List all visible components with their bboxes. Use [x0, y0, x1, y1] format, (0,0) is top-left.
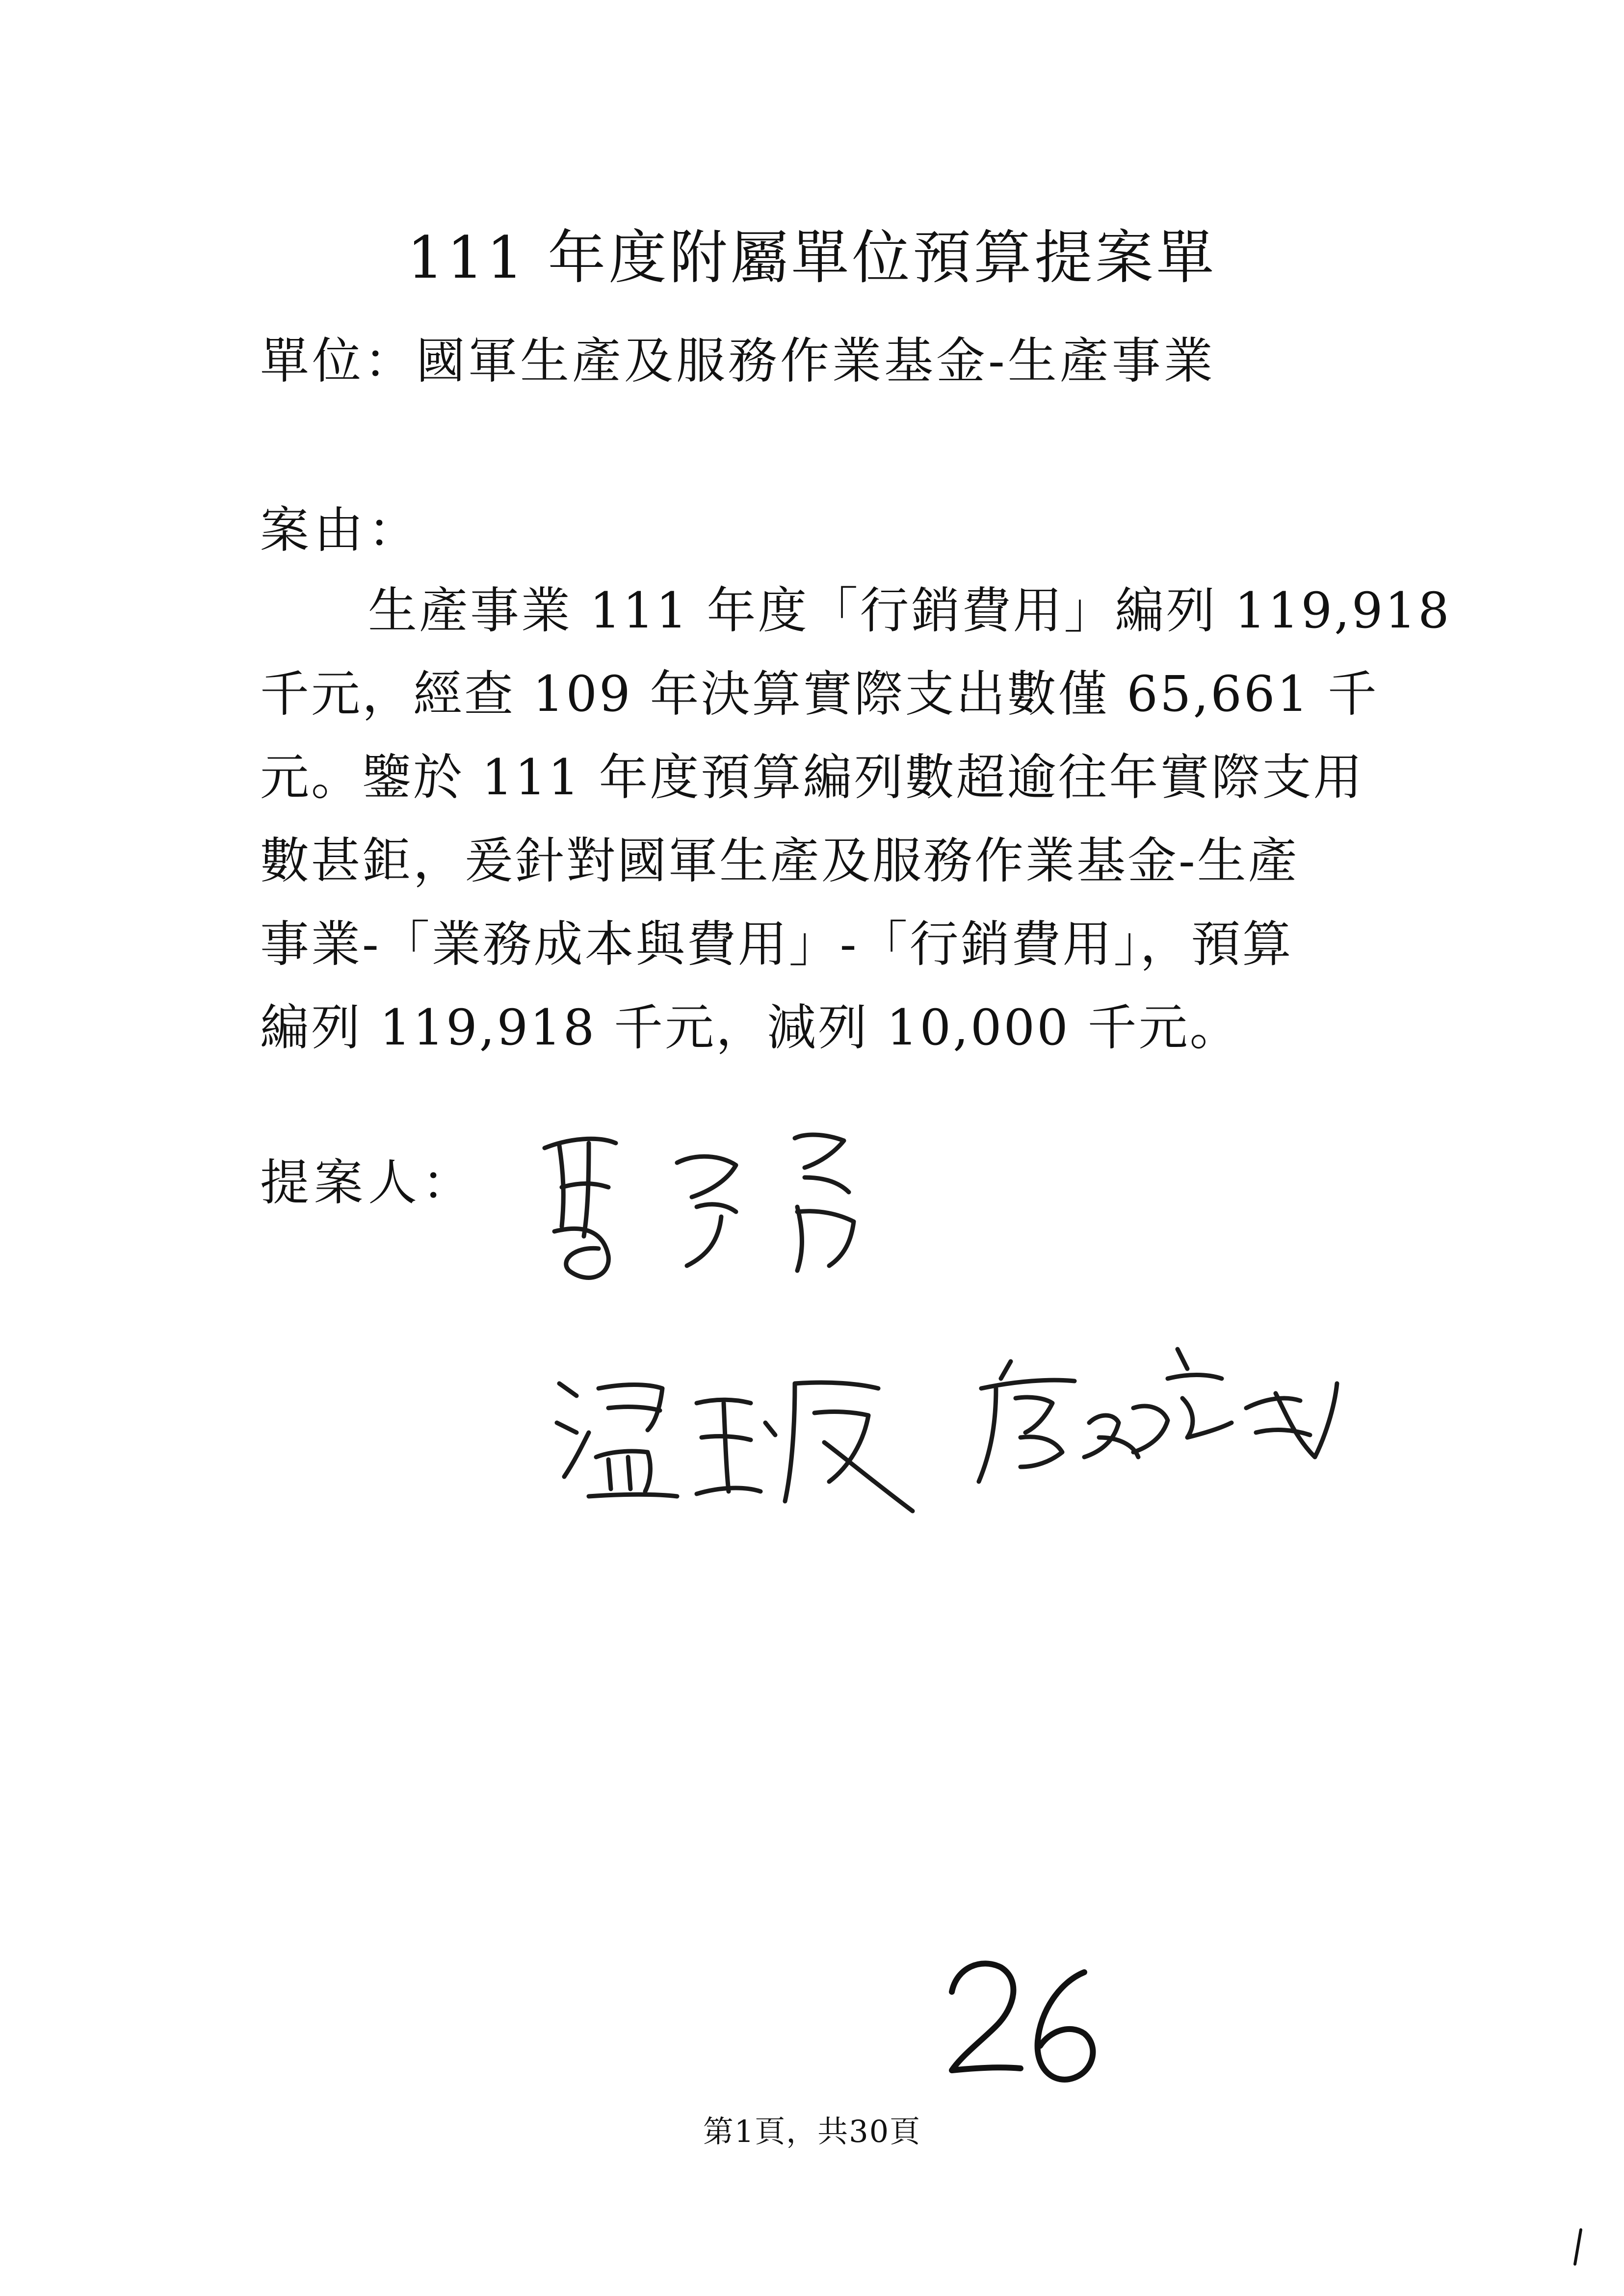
proposer-label: 提案人：: [260, 1154, 476, 1211]
page-footer: 第1頁，共30頁: [703, 2113, 921, 2149]
unit-line: 單位：國軍生產及服務作業基金-生產事業: [260, 332, 1216, 390]
signature-2: [550, 1354, 932, 1521]
signature-3-drawing: [971, 1325, 1344, 1491]
reason-body: [260, 569, 1451, 1070]
signature-1-drawing: [530, 1109, 883, 1315]
document-title: 111 年度附屬單位預算提案單: [407, 224, 1217, 291]
body-line: 數甚鉅，爰針對國軍生產及服務作業基金-生產: [260, 832, 1299, 889]
body-line: 編列 119,918 千元，減列 10,000 千元。: [260, 999, 1241, 1056]
handwritten-page-number: [942, 1953, 1109, 2100]
handwritten-number-drawing: [942, 1953, 1109, 2100]
body-line: 生產事業 111 年度「行銷費用」編列 119,918: [368, 582, 1451, 639]
corner-mark: [1570, 2227, 1585, 2267]
scan-mark-icon: [1570, 2227, 1585, 2267]
signature-3: [971, 1325, 1344, 1491]
reason-label: 案由：: [260, 501, 422, 559]
body-line: 千元，經查 109 年決算實際支出數僅 65,661 千: [260, 665, 1379, 723]
signature-2-drawing: [550, 1354, 932, 1521]
body-line: 事業-「業務成本與費用」-「行銷費用」，預算: [260, 915, 1293, 973]
signature-1: [530, 1109, 883, 1315]
body-line: 元。鑒於 111 年度預算編列數超逾往年實際支用: [260, 749, 1364, 806]
